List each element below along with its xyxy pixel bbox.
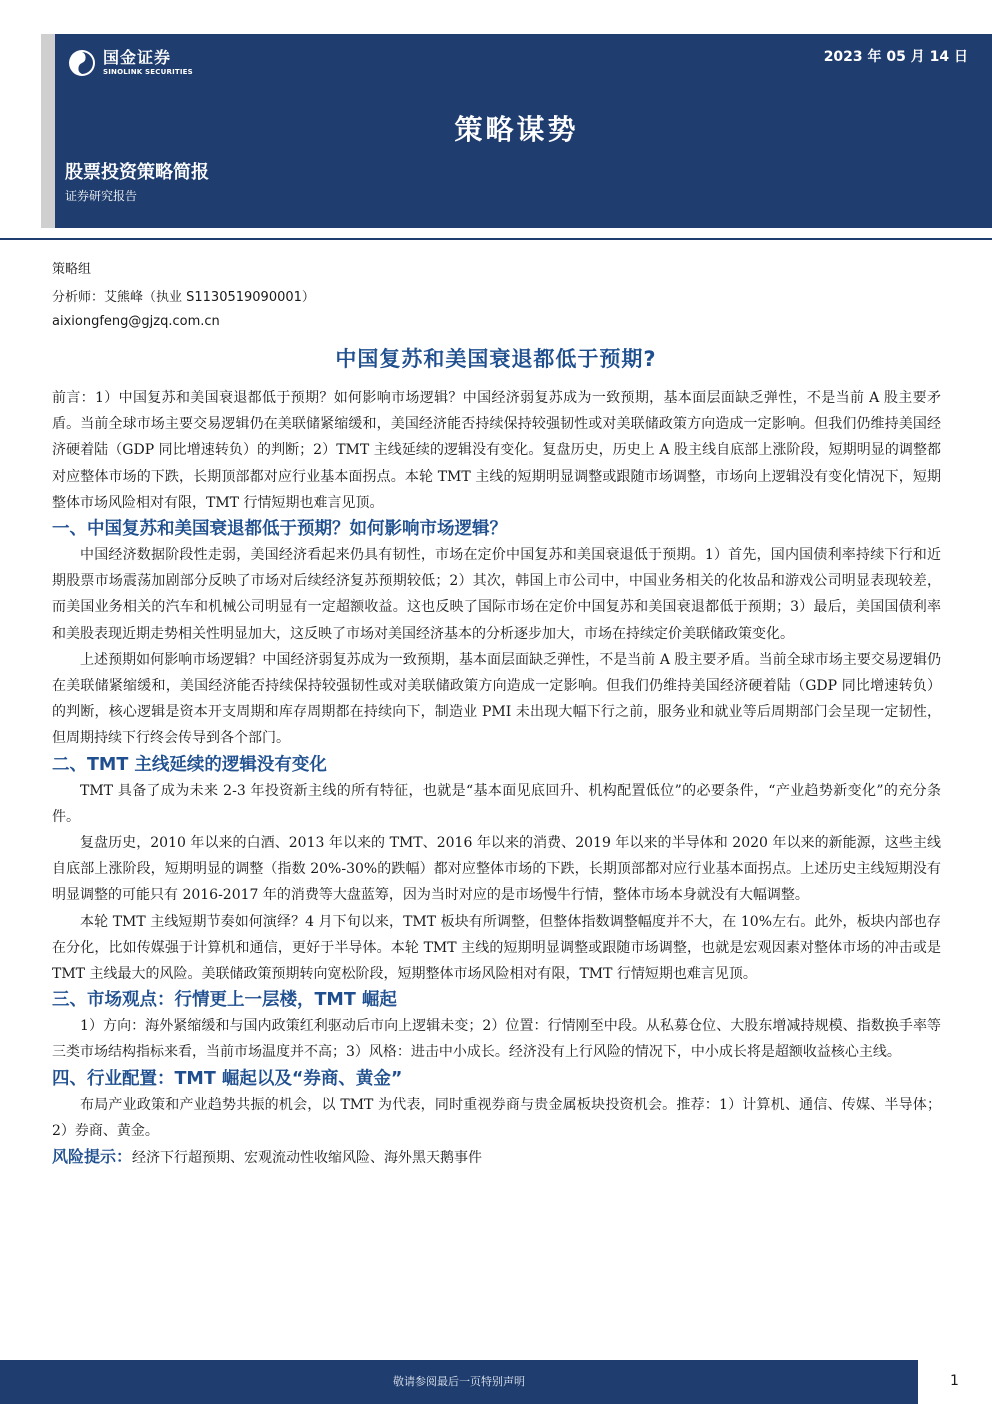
header-divider: [0, 238, 992, 240]
analyst-email[interactable]: aixiongfeng@gjzq.com.cn: [52, 314, 220, 329]
brand-name-cn: 国金证券: [103, 48, 172, 67]
document-title: 中国复苏和美国衰退都低于预期?: [335, 347, 657, 371]
section-1-title: 一、中国复苏和美国衰退都低于预期？如何影响市场逻辑？: [52, 519, 507, 540]
intro-paragraph: 前言：1）中国复苏和美国衰退都低于预期？如何影响市场逻辑？中国经济弱复苏成为一致预期，基本面层面缺乏弹性，不是当前 A 股主要矛盾。当前全球市场主要交易逻辑仍在美联储紧缩缓和，美国经济能否持续保持较强韧性或对美联储政策方向造成一定影响。但我们仍维持美国经济硬着陆（GDP 同比增速转负）的判断；2）TMT 主线延续的逻辑没有变化。复盘历史，历史上 A 股主线自底部上涨阶段，短期明显的调整都对应整体市场的下跌，长期顶部都对应行业基本面拐点。本轮 TMT 主线的短期明显调整或跟随市场调整，市场向上逻辑没有变化情况下，短期整体市场风险相对有限，TMT 行情短期也难言见顶。: [52, 390, 941, 511]
section-1-para-1: 中国经济数据阶段性走弱，美国经济看起来仍具有韧性，市场在定价中国复苏和美国衰退低于预期。1）首先，国内国债利率持续下行和近期股票市场震荡加剧部分反映了市场对后续经济复苏预期较低；2）其次，韩国上市公司中，中国业务相关的化妆品和游戏公司明显表现较差，而美国业务相关的汽车和机械公司明显有一定超额收益。这也反映了国际市场在定价中国复苏和美国衰退都低于预期；3）最后，美国国债利率和美股表现近期走势相关性明显加大，这反映了市场对美国经济基本的分析逐步加大，市场在持续定价美联储政策变化。: [52, 547, 941, 642]
section-1-para-2: 上述预期如何影响市场逻辑？中国经济弱复苏成为一致预期，基本面层面缺乏弹性，不是当前 A 股主要矛盾。当前全球市场主要交易逻辑仍在美联储紧缩缓和，美国经济能否持续保持较强韧性或对美联储政策方向造成一定影响。但我们仍维持美国经济硬着陆（GDP 同比增速转负）的判断，核心逻辑是资本开支周期和库存周期都在持续向下，制造业 PMI 未出现大幅下行之前，服务业和就业等后周期部门会呈现一定韧性，但周期持续下行终会传导到各个部门。: [52, 651, 941, 747]
section-2-para-2: 复盘历史，2010 年以来的白酒、2013 年以来的 TMT、2016 年以来的消费、2019 年以来的半导体和 2020 年以来的新能源，这些主线自底部上涨阶段，短期明显的调整（指数 20%-30%的跌幅）都对应整体市场的下跌，长期顶部都对应行业基本面拐点。上述历史主线短期没有明显调整的可能只有 2016-2017 年的消费等大盘蓝筹，因为当时对应的是市场慢牛行情，整体市场本身就没有大幅调整。: [52, 835, 941, 904]
sinolink-logo-icon: [67, 48, 97, 78]
analyst-info: 分析师：艾熊峰（执业 S1130519090001）: [52, 290, 315, 305]
section-3-para-1: 1）方向：海外紧缩缓和与国内政策红利驱动后市向上逻辑未变；2）位置：行情刚至中段。从私募仓位、大股东增减持规模、指数换手率等三类市场结构指标来看，当前市场温度并不高；3）风格：进击中小成长。经济没有上行风险的情况下，中小成长将是超额收益核心主线。: [52, 1018, 941, 1061]
risk-text: 经济下行超预期、宏观流动性收缩风险、海外黑天鹅事件: [132, 1150, 483, 1167]
risk-label: 风险提示：: [52, 1147, 133, 1167]
author-group: 策略组: [52, 262, 92, 277]
brand-name-en: SINOLINK SECURITIES: [103, 68, 193, 76]
page-number: 1: [950, 1373, 959, 1389]
section-4-title: 四、行业配置：TMT 崛起以及“券商、黄金”: [52, 1068, 403, 1089]
disclaimer-note: 敬请参阅最后一页特别声明: [393, 1375, 525, 1388]
section-2-title: 二、TMT 主线延续的逻辑没有变化: [52, 754, 327, 775]
section-3-title: 三、市场观点：行情更上一层楼，TMT 崛起: [52, 990, 397, 1011]
section-4-para-1: 布局产业政策和产业趋势共振的机会，以 TMT 为代表，同时重视券商与贵金属板块投资机会。推荐：1）计算机、通信、传媒、半导体；2）券商、黄金。: [52, 1096, 941, 1139]
report-body: [52, 385, 941, 1171]
brand-logo: [67, 48, 193, 78]
section-2-para-3: 本轮 TMT 主线短期节奏如何演绎？4 月下旬以来，TMT 板块有所调整，但整体指数调整幅度并不大，在 10%左右。此外，板块内部也存在分化，比如传媒强于计算机和通信，更好于半导体。本轮 TMT 主线的短期明显调整或跟随市场调整，也就是宏观因素对整体市场的冲击或是 TMT 主线最大的风险。美联储政策预期转向宽松阶段，短期整体市场风险相对有限，TMT 行情短期也难言见顶。: [52, 913, 941, 983]
report-header: [41, 34, 992, 228]
report-type: 股票投资策略简报: [65, 162, 209, 183]
risk-disclosure: [52, 1144, 941, 1171]
report-date: 2023 年 05 月 14 日: [823, 49, 968, 65]
report-category: 证券研究报告: [65, 189, 138, 203]
report-series-title: 策略谋势: [454, 113, 579, 146]
section-2-para-1: TMT 具备了成为未来 2-3 年投资新主线的所有特征，也就是“基本面见底回升、机构配置低位”的必要条件，“产业趋势新变化”的充分条件。: [52, 782, 941, 825]
